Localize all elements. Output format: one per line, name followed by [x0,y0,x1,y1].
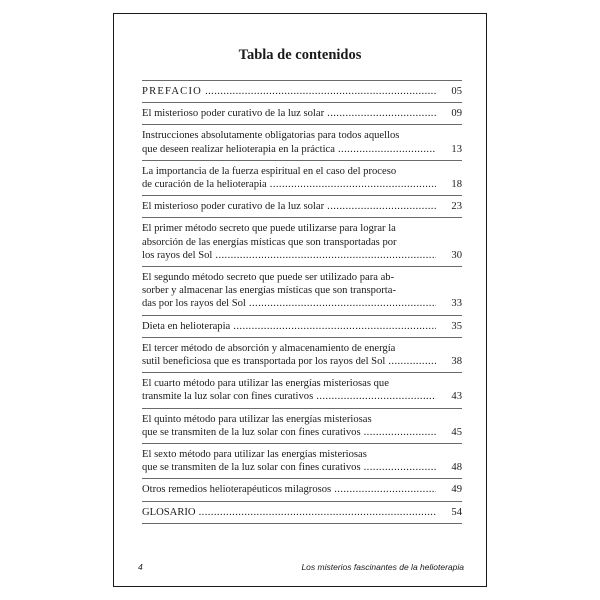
toc-entry-row [142,461,462,474]
toc-entry-row [142,390,462,403]
toc-entry[interactable] [142,338,462,373]
toc-entry-line: Instrucciones absolutamente obligatorias para todos aquellos [142,130,400,142]
toc-entry-label-text: que se transmiten de la luz solar con fines curativos [142,462,361,474]
toc-entry[interactable] [142,502,462,524]
toc-entry-row [142,297,462,310]
toc-entry-label-text: PREFACIO [142,86,203,97]
toc-entry-label [142,320,436,333]
toc-entry-page-number: 54 [451,506,462,518]
toc-entry-row [142,320,462,333]
toc-entry-label [142,249,436,262]
toc-entry-line: El quinto método para utilizar las energías misteriosas [142,413,372,425]
toc-entry[interactable] [142,479,462,501]
toc-entry-label-text: El misterioso poder curativo de la luz solar [142,108,325,120]
toc-entry-label-text: Dieta en helioterapia [142,320,231,332]
toc-entry-row [142,249,462,262]
toc-entry-label [142,200,436,213]
toc-entry-row [142,143,462,156]
toc-entry-label-text: sutil beneficiosa que es transportada por los rayos del Sol [142,356,386,368]
toc-entry-row [142,355,462,368]
toc-entry-page-number: 35 [451,320,462,332]
toc-entry[interactable] [142,444,462,479]
toc-entry-label [142,355,436,368]
toc-entry-label-text: transmite la luz solar con fines curativos [142,391,314,403]
toc-entry-line: El primer método secreto que puede utilizarse para lograr la [142,223,396,235]
toc-entry-row [142,85,462,98]
toc-entry-label [142,483,436,496]
toc-entry[interactable] [142,267,462,316]
toc-entry-row [142,200,462,213]
toc-entry-row [142,483,462,496]
toc-entry-line: absorción de las energías místicas que son transportadas por [142,236,397,248]
toc-entry-page-number: 05 [451,86,462,97]
toc-entry-line: El cuarto método para utilizar las energías misteriosas que [142,378,389,390]
book-page [113,13,487,587]
toc-entry[interactable] [142,409,462,444]
toc-entry-label [142,178,436,191]
toc-entry-line: sorber y almacenar las energías místicas que son transporta- [142,285,396,297]
toc-entry-row [142,506,462,519]
toc-entry-label [142,426,436,439]
toc-entry-page-number: 23 [451,201,462,213]
toc-entry-page-number: 13 [451,143,462,155]
toc-entry-label-text: que se transmiten de la luz solar con fines curativos [142,426,361,438]
toc-entry-line: La importancia de la fuerza espiritual en el caso del proceso [142,165,397,177]
toc-entry-label [142,107,436,120]
toc-entry-label [142,390,436,403]
toc-entry-page-number: 48 [451,462,462,474]
table-of-contents [142,80,462,524]
toc-entry-label-text: El misterioso poder curativo de la luz solar [142,201,325,213]
toc-entry-label-text: GLOSARIO [142,506,196,518]
toc-entry-page-number: 30 [451,249,462,261]
toc-entry[interactable] [142,80,462,103]
toc-entry-label-text: das por los rayos del Sol [142,298,246,310]
toc-entry-label [142,461,436,474]
toc-entry-page-number: 09 [451,108,462,120]
toc-entry-label [142,85,436,98]
toc-entry-page-number: 18 [451,179,462,191]
toc-entry-row [142,178,462,191]
toc-entry-page-number: 49 [451,484,462,496]
toc-entry[interactable] [142,316,462,338]
toc-entry-page-number: 45 [451,426,462,438]
toc-entry-line: El sexto método para utilizar las energías misteriosas [142,449,367,461]
toc-entry[interactable] [142,161,462,196]
toc-entry[interactable] [142,103,462,125]
toc-entry-label-text: los rayos del Sol [142,249,213,261]
toc-entry[interactable] [142,125,462,160]
toc-entry-label-text: que deseen realizar helioterapia en la práctica [142,143,335,155]
toc-entry-label [142,506,436,519]
toc-entry-page-number: 43 [451,391,462,403]
toc-entry-label-text: de curación de la helioterapia [142,179,267,191]
toc-entry-page-number: 38 [451,356,462,368]
toc-title: Tabla de contenidos [238,47,362,63]
toc-entry-line: El segundo método secreto que puede ser utilizado para ab- [142,272,395,284]
toc-entry[interactable] [142,373,462,408]
toc-entry[interactable] [142,218,462,267]
footer-page-number: 4 [138,562,143,572]
toc-entry-row [142,107,462,120]
toc-entry-line: El tercer método de absorción y almacenamiento de energía [142,342,396,354]
toc-entry-label-text: Otros remedios helioterapéuticos milagrosos [142,484,332,496]
footer-book-title: Los misterios fascinantes de la helioterapia [301,562,464,572]
toc-entry-page-number: 33 [451,298,462,310]
page-footer [138,562,464,572]
toc-entry-label [142,143,436,156]
toc-entry-label [142,297,436,310]
toc-entry[interactable] [142,196,462,218]
toc-entry-row [142,426,462,439]
